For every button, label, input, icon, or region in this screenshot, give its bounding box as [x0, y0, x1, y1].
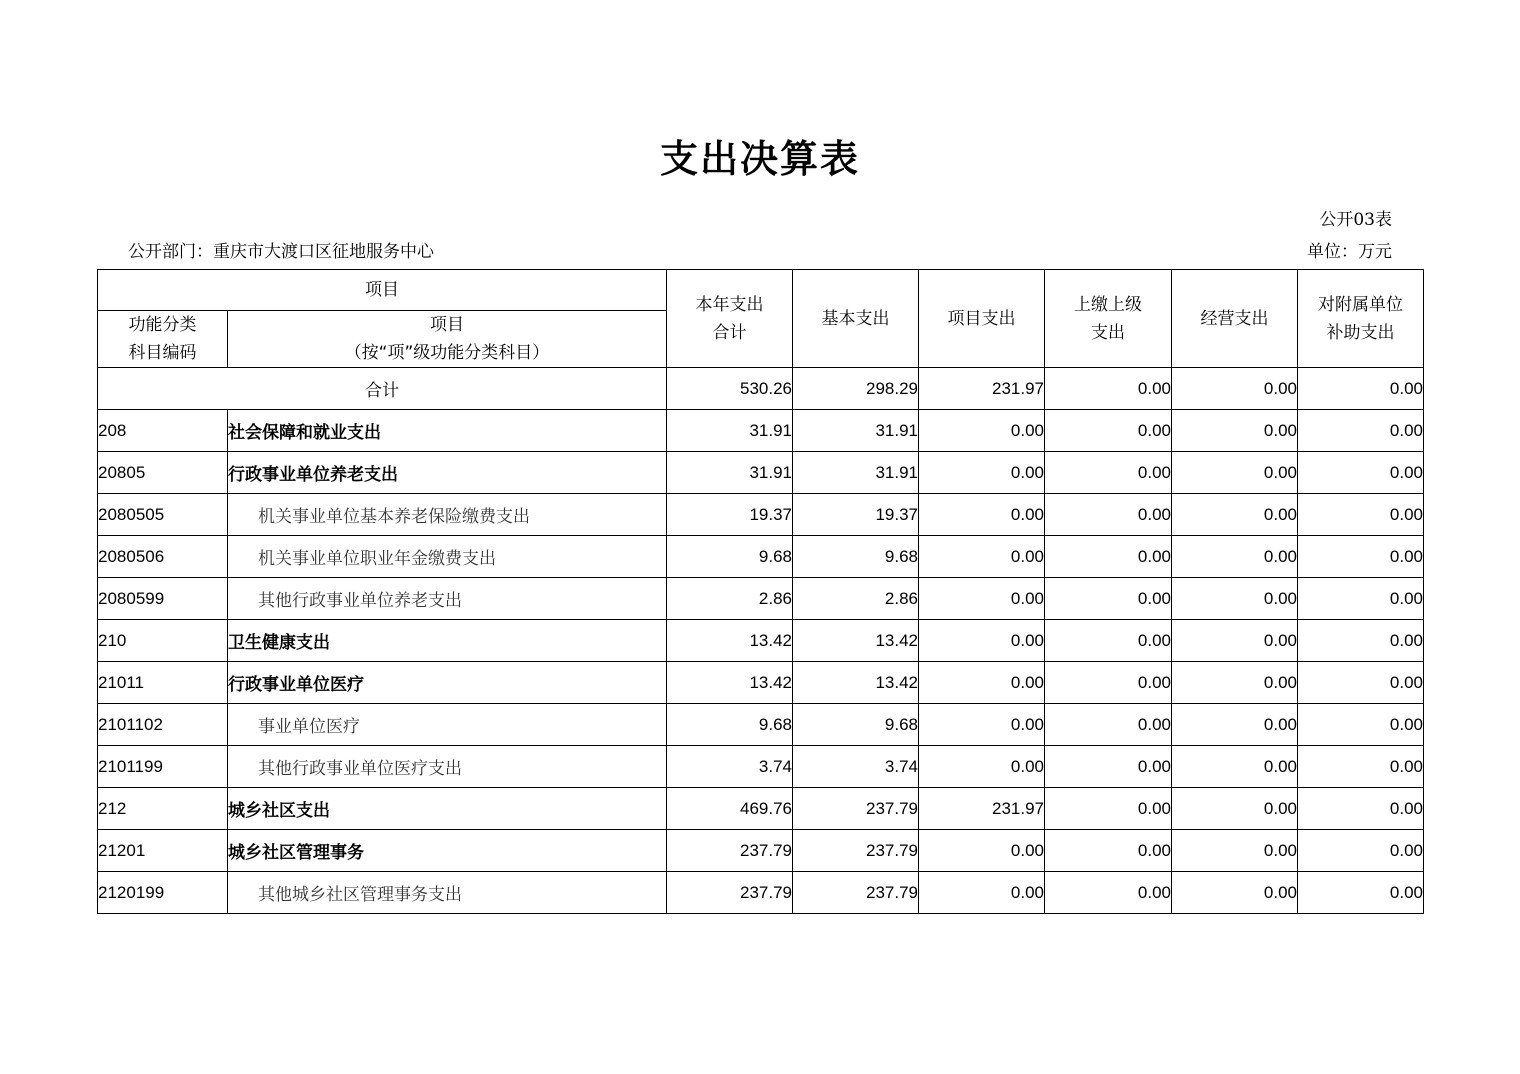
row-code: 2080599 — [98, 578, 228, 620]
cell-value: 19.37 — [667, 494, 793, 536]
table-row — [98, 452, 1424, 494]
row-name: 事业单位医疗 — [228, 704, 667, 746]
table-row — [98, 704, 1424, 746]
cell-value: 0.00 — [1172, 662, 1298, 704]
header-superior-payment-line2: 支出 — [1091, 322, 1125, 343]
header-item-group: 项目 — [98, 270, 667, 311]
row-name: 行政事业单位医疗 — [228, 662, 667, 704]
cell-value: 31.91 — [793, 452, 919, 494]
cell-value: 19.37 — [793, 494, 919, 536]
row-name: 城乡社区支出 — [228, 788, 667, 830]
header-item-name-line1: 项目 — [430, 315, 464, 335]
header-function-code-line2: 科目编码 — [128, 343, 197, 363]
cell-value: 0.00 — [1298, 746, 1424, 788]
cell-value: 13.42 — [793, 620, 919, 662]
table-row — [98, 410, 1424, 452]
cell-value: 0.00 — [1045, 452, 1172, 494]
cell-value: 0.00 — [1045, 410, 1172, 452]
cell-value: 0.00 — [1298, 410, 1424, 452]
cell-value: 298.29 — [793, 368, 919, 410]
department-label: 公开部门：重庆市大渡口区征地服务中心 — [128, 242, 434, 262]
table-row — [98, 662, 1424, 704]
row-name: 城乡社区管理事务 — [228, 830, 667, 872]
cell-value: 237.79 — [793, 830, 919, 872]
row-code: 2080506 — [98, 536, 228, 578]
cell-value: 0.00 — [1298, 494, 1424, 536]
cell-value: 0.00 — [1172, 746, 1298, 788]
row-code: 2101102 — [98, 704, 228, 746]
cell-value: 0.00 — [1172, 872, 1298, 914]
cell-value: 9.68 — [667, 536, 793, 578]
header-operating-expenditure: 经营支出 — [1172, 270, 1298, 368]
cell-value: 0.00 — [1045, 872, 1172, 914]
cell-value: 0.00 — [1045, 662, 1172, 704]
cell-value: 0.00 — [919, 662, 1045, 704]
table-row — [98, 536, 1424, 578]
cell-value: 2.86 — [667, 578, 793, 620]
cell-value: 0.00 — [1298, 872, 1424, 914]
cell-value: 31.91 — [793, 410, 919, 452]
table-row — [98, 746, 1424, 788]
header-basic-expenditure: 基本支出 — [793, 270, 919, 368]
header-project-expenditure: 项目支出 — [919, 270, 1045, 368]
cell-value: 0.00 — [919, 410, 1045, 452]
cell-value: 0.00 — [1298, 368, 1424, 410]
cell-value: 0.00 — [1045, 368, 1172, 410]
cell-value: 13.42 — [667, 662, 793, 704]
row-code: 20805 — [98, 452, 228, 494]
cell-value: 0.00 — [1172, 830, 1298, 872]
table-row — [98, 788, 1424, 830]
header-total-expenditure — [667, 270, 793, 368]
row-code: 21011 — [98, 662, 228, 704]
cell-value: 237.79 — [667, 872, 793, 914]
table-row — [98, 830, 1424, 872]
row-code: 210 — [98, 620, 228, 662]
cell-value: 0.00 — [919, 872, 1045, 914]
row-code: 212 — [98, 788, 228, 830]
cell-value: 0.00 — [919, 536, 1045, 578]
header-function-code-line1: 功能分类 — [128, 315, 197, 335]
cell-value: 0.00 — [1172, 620, 1298, 662]
cell-value: 469.76 — [667, 788, 793, 830]
cell-value: 237.79 — [667, 830, 793, 872]
cell-value: 0.00 — [919, 578, 1045, 620]
unit-label: 单位：万元 — [1307, 242, 1392, 262]
row-name: 社会保障和就业支出 — [228, 410, 667, 452]
row-name: 行政事业单位养老支出 — [228, 452, 667, 494]
header-item-name — [228, 311, 667, 368]
cell-value: 237.79 — [793, 872, 919, 914]
cell-value: 0.00 — [1045, 578, 1172, 620]
cell-value: 13.42 — [667, 620, 793, 662]
cell-value: 0.00 — [1045, 746, 1172, 788]
cell-value: 2.86 — [793, 578, 919, 620]
row-name: 机关事业单位基本养老保险缴费支出 — [228, 494, 667, 536]
row-name: 其他城乡社区管理事务支出 — [228, 872, 667, 914]
cell-value: 0.00 — [1045, 536, 1172, 578]
cell-value: 0.00 — [1298, 620, 1424, 662]
cell-value: 0.00 — [919, 452, 1045, 494]
header-subsidy-expenditure — [1298, 270, 1424, 368]
cell-value: 0.00 — [919, 830, 1045, 872]
cell-value: 231.97 — [919, 368, 1045, 410]
cell-value: 0.00 — [1045, 788, 1172, 830]
cell-value: 9.68 — [793, 536, 919, 578]
row-name: 其他行政事业单位医疗支出 — [228, 746, 667, 788]
row-code: 2120199 — [98, 872, 228, 914]
header-superior-payment — [1045, 270, 1172, 368]
total-label: 合计 — [98, 368, 667, 410]
row-code: 21201 — [98, 830, 228, 872]
cell-value: 0.00 — [1298, 578, 1424, 620]
header-superior-payment-line1: 上缴上级 — [1074, 294, 1142, 315]
row-code: 2101199 — [98, 746, 228, 788]
cell-value: 0.00 — [1045, 494, 1172, 536]
cell-value: 0.00 — [1045, 704, 1172, 746]
cell-value: 3.74 — [667, 746, 793, 788]
table-row — [98, 494, 1424, 536]
cell-value: 31.91 — [667, 410, 793, 452]
cell-value: 0.00 — [1298, 788, 1424, 830]
cell-value: 0.00 — [1172, 578, 1298, 620]
cell-value: 0.00 — [1298, 704, 1424, 746]
cell-value: 13.42 — [793, 662, 919, 704]
table-row — [98, 620, 1424, 662]
table-row — [98, 872, 1424, 914]
cell-value: 237.79 — [793, 788, 919, 830]
expenditure-table — [97, 269, 1424, 914]
cell-value: 0.00 — [919, 494, 1045, 536]
cell-value: 0.00 — [1172, 704, 1298, 746]
header-subsidy-expenditure-line2: 补助支出 — [1326, 322, 1395, 343]
cell-value: 0.00 — [1172, 452, 1298, 494]
cell-value: 0.00 — [1298, 662, 1424, 704]
total-row — [98, 368, 1424, 410]
cell-value: 0.00 — [1172, 536, 1298, 578]
header-function-code — [98, 311, 228, 368]
row-name: 机关事业单位职业年金缴费支出 — [228, 536, 667, 578]
cell-value: 0.00 — [1298, 536, 1424, 578]
cell-value: 0.00 — [919, 746, 1045, 788]
header-item-name-line2: （按“项”级功能分类科目） — [344, 343, 550, 363]
cell-value: 0.00 — [919, 704, 1045, 746]
header-total-expenditure-line1: 本年支出 — [695, 294, 764, 315]
cell-value: 31.91 — [667, 452, 793, 494]
cell-value: 9.68 — [793, 704, 919, 746]
row-name: 其他行政事业单位养老支出 — [228, 578, 667, 620]
row-code: 208 — [98, 410, 228, 452]
row-code: 2080505 — [98, 494, 228, 536]
cell-value: 0.00 — [1298, 452, 1424, 494]
cell-value: 9.68 — [667, 704, 793, 746]
cell-value: 530.26 — [667, 368, 793, 410]
row-name: 卫生健康支出 — [228, 620, 667, 662]
cell-value: 3.74 — [793, 746, 919, 788]
table-row — [98, 578, 1424, 620]
page-title: 支出决算表 — [659, 137, 860, 181]
cell-value: 0.00 — [1172, 494, 1298, 536]
cell-value: 0.00 — [919, 620, 1045, 662]
header-subsidy-expenditure-line1: 对附属单位 — [1318, 294, 1403, 315]
cell-value: 231.97 — [919, 788, 1045, 830]
cell-value: 0.00 — [1298, 830, 1424, 872]
cell-value: 0.00 — [1045, 830, 1172, 872]
cell-value: 0.00 — [1172, 788, 1298, 830]
header-total-expenditure-line2: 合计 — [712, 322, 747, 343]
cell-value: 0.00 — [1045, 620, 1172, 662]
cell-value: 0.00 — [1172, 368, 1298, 410]
cell-value: 0.00 — [1172, 410, 1298, 452]
form-number: 公开03表 — [1319, 210, 1392, 230]
